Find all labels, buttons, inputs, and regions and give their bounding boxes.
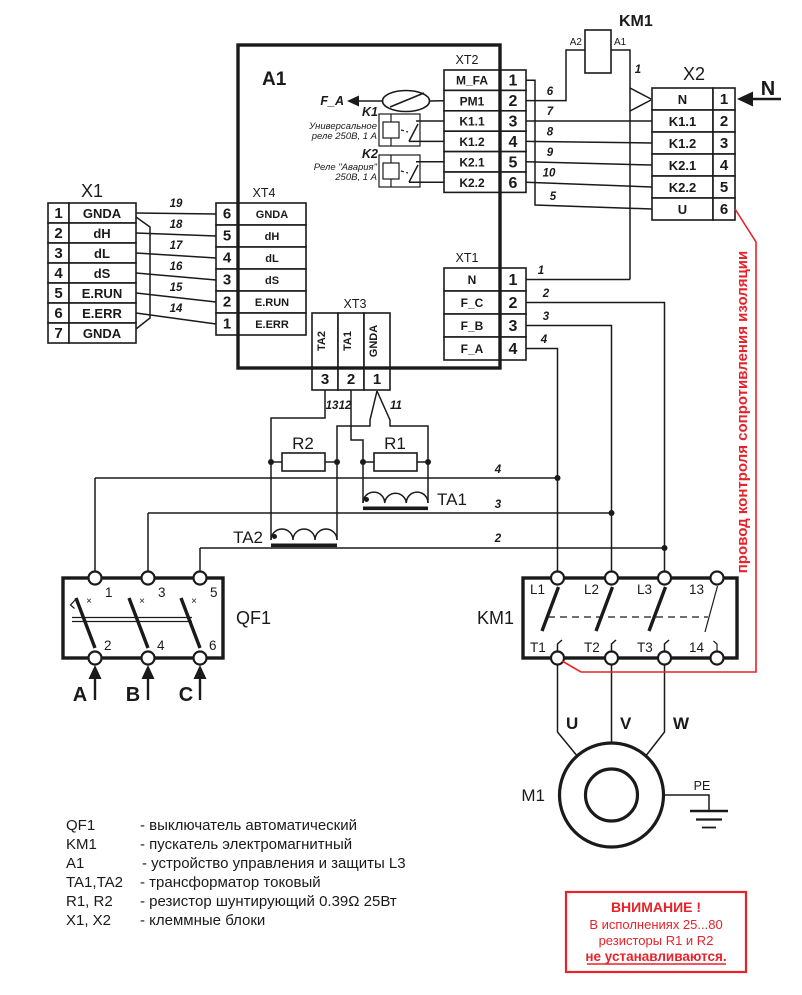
xt2-signal: K2.2: [459, 176, 485, 190]
xt4-pin: 3: [223, 272, 231, 289]
x2-pin: 1: [720, 91, 728, 108]
wire-number: 7: [547, 106, 554, 118]
pe-ground: [664, 795, 729, 828]
x1-signal: GNDA: [83, 206, 122, 221]
legend-term: X1, X2: [66, 912, 111, 929]
wire-number: 4: [540, 334, 548, 346]
r1-label: R1: [384, 434, 406, 453]
wire-number: 11: [390, 400, 402, 412]
xt4-title: XT4: [253, 186, 276, 200]
xt4-pin: 1: [223, 316, 231, 333]
xt4-signal: dL: [265, 253, 279, 265]
xt2-pin: 3: [509, 114, 518, 131]
x1-signal: dS: [94, 266, 111, 281]
xt4-pin: 6: [223, 206, 231, 223]
phase-a-label: A: [73, 684, 87, 706]
warning-title: ВНИМАНИЕ !: [611, 899, 701, 915]
wire-number: 2: [542, 288, 550, 300]
a1-label: A1: [262, 69, 287, 90]
xt4-signal: E.ERR: [255, 319, 289, 331]
xt4-pin: 5: [223, 228, 231, 245]
legend-desc: - клеммные блоки: [140, 912, 265, 929]
legend-desc: - пускатель электромагнитный: [140, 836, 352, 853]
xt4-signal: GNDA: [256, 209, 288, 221]
resistor-r2: [271, 453, 337, 471]
phase-lines: [95, 475, 668, 571]
km1-terminal: T3: [637, 640, 653, 655]
phase-c-label: C: [179, 684, 193, 706]
qf1-terminal: 3: [158, 585, 166, 600]
qf1-terminal: 2: [104, 638, 112, 653]
wire-number: 1: [635, 64, 641, 76]
wires-xt2-x2: [526, 50, 652, 280]
legend-desc: - резистор шунтирующий 0.39Ω 25Вт: [140, 893, 397, 910]
qf1-contact-cross: ×: [86, 596, 92, 607]
transformer-ta2: [271, 529, 337, 547]
xt2-pin: 1: [509, 73, 518, 90]
wire-number: 15: [170, 282, 183, 294]
x2-pin: 6: [720, 201, 728, 218]
wire-number: 1: [538, 265, 544, 277]
xt4-signal: dS: [265, 275, 279, 287]
k1-relay-symbol: [379, 114, 444, 146]
x2-signal: K2.1: [669, 158, 696, 173]
wire-number: 16: [170, 261, 183, 273]
k1-desc-2: реле 250В, 1 А: [311, 131, 377, 142]
wire-number: 3: [495, 499, 502, 511]
x1-pin: 5: [54, 285, 62, 302]
xt4-signal: dH: [265, 231, 280, 243]
qf1-breaker: [63, 572, 223, 701]
xt1-signal: F_A: [461, 342, 484, 356]
xt2-signal: M_FA: [456, 74, 488, 88]
output-v-label: V: [620, 714, 632, 733]
legend-term: QF1: [66, 817, 95, 834]
xt2-pin: 5: [509, 155, 518, 172]
insulation-note: провод контроля сопротивления изоляции: [734, 251, 751, 573]
xt4-signal: E.RUN: [255, 297, 289, 309]
x1-pin: 7: [54, 325, 62, 342]
wire-number: 6: [547, 86, 554, 98]
k2-name: K2: [362, 147, 378, 161]
k1-desc-1: Универсальное: [308, 121, 377, 132]
x2-signal: U: [678, 202, 687, 217]
x1-signal: GNDA: [83, 326, 122, 341]
x2-pin: 4: [720, 157, 729, 174]
wire-number: 17: [170, 240, 183, 252]
warning-line: резисторы R1 и R2: [599, 933, 714, 948]
fa-label: F_A: [320, 94, 344, 108]
x1-pin: 1: [54, 205, 62, 222]
qf1-label: QF1: [236, 608, 271, 628]
warning-line-emphasis: не устанавливаются.: [585, 949, 726, 964]
x1-signal: dL: [94, 246, 110, 261]
warning-line: В исполнениях 25...80: [589, 917, 722, 932]
xt2-pin: 6: [509, 175, 518, 192]
km1-label: KM1: [477, 608, 514, 628]
wire-number: 9: [547, 147, 554, 159]
x1-signal: E.ERR: [82, 306, 122, 321]
xt2-pin: 2: [509, 93, 518, 110]
xt1-signal: F_C: [461, 296, 484, 310]
x2-signal: K2.2: [669, 180, 696, 195]
phase-b-label: B: [126, 684, 140, 706]
km1-terminal: L3: [637, 582, 652, 597]
wire-number: 13: [326, 400, 339, 412]
xt3-signal: GNDA: [368, 325, 380, 357]
km1-coil-label: KM1: [619, 13, 653, 30]
xt3-signal: TA1: [342, 331, 354, 351]
qf1-terminal: 5: [210, 585, 218, 600]
xt1-pin: 2: [509, 295, 518, 312]
xt3-title: XT3: [344, 297, 367, 311]
km1-terminal: L1: [530, 582, 545, 597]
wire-number: 18: [170, 219, 183, 231]
wire-number: 12: [339, 400, 352, 412]
km1-contactor: [523, 572, 737, 665]
xt3-pin: 2: [347, 371, 355, 388]
n-input-label: N: [761, 78, 775, 100]
legend-desc: - трансформатор токовый: [140, 874, 321, 891]
x1-title: X1: [81, 181, 103, 201]
resistor-r1: [363, 453, 428, 471]
qf1-contact-cross: ×: [139, 596, 145, 607]
legend-term: A1: [66, 855, 84, 872]
wire-number: 5: [550, 191, 557, 203]
km1-terminal: T1: [530, 640, 546, 655]
output-w-label: W: [673, 714, 690, 733]
km1-terminal: 13: [689, 582, 704, 597]
xt2-pin: 4: [509, 134, 518, 151]
wires-xt1: [526, 280, 665, 572]
x2-signal: K1.1: [669, 114, 696, 129]
wire-number: 10: [543, 168, 556, 180]
legend-desc: - устройство управления и защиты L3: [142, 855, 406, 872]
legend-term: TA1,TA2: [66, 874, 123, 891]
x2-signal: N: [678, 92, 687, 107]
motor-label: M1: [521, 786, 545, 805]
qf1-contact-cross: ×: [191, 596, 197, 607]
k2-desc-2: 250В, 1 А: [334, 172, 377, 183]
xt2-signal: K1.2: [459, 135, 485, 149]
xt2-title: XT2: [456, 53, 479, 67]
k2-desc-1: Реле "Авария": [314, 162, 378, 173]
xt3-pin: 1: [373, 371, 381, 388]
motor-m1: [560, 743, 664, 847]
xt1-signal: N: [468, 273, 477, 287]
ta2-label: TA2: [233, 528, 263, 547]
xt4-pin: 2: [223, 294, 231, 311]
x1-pin: 3: [54, 245, 62, 262]
xt4-pin: 4: [223, 250, 232, 267]
k1-name: K1: [362, 105, 378, 119]
xt1-pin: 4: [509, 341, 518, 358]
x1-signal: E.RUN: [82, 286, 122, 301]
xt1-title: XT1: [456, 251, 479, 265]
wire-number: 4: [494, 464, 502, 476]
x1-pin: 4: [54, 265, 63, 282]
x1-signal: dH: [93, 226, 110, 241]
output-u-label: U: [566, 714, 578, 733]
km1-terminal: L2: [584, 582, 599, 597]
xt2-signal: K1.1: [459, 115, 485, 129]
xt2-signal: PM1: [460, 95, 485, 109]
legend-term: R1, R2: [66, 893, 113, 910]
xt2-signal: K2.1: [459, 156, 485, 170]
x2-signal: K1.2: [669, 136, 696, 151]
xt1-pin: 3: [509, 318, 518, 335]
xt1-pin: 1: [509, 272, 518, 289]
km1-terminal: T2: [584, 640, 600, 655]
wire-number: 8: [547, 127, 554, 139]
xt1-signal: F_B: [461, 319, 484, 333]
k2-relay-symbol: [379, 155, 444, 187]
x2-pin: 3: [720, 135, 728, 152]
transformer-ta1: [363, 492, 428, 510]
x2-pin: 2: [720, 113, 728, 130]
pe-label: PE: [694, 779, 711, 793]
legend-term: KM1: [66, 836, 97, 853]
x1-pin: 2: [54, 225, 62, 242]
km1-coil: [585, 30, 611, 73]
qf1-terminal: 4: [157, 638, 165, 653]
xt3-pin: 3: [321, 371, 329, 388]
km1-coil-a2: A2: [570, 37, 583, 48]
x1-pin: 6: [54, 305, 62, 322]
legend-desc: - выключатель автоматический: [140, 817, 357, 834]
wire-number: 14: [170, 303, 183, 315]
xt3-signal: TA2: [316, 331, 328, 351]
wire-number: 19: [170, 198, 183, 210]
r2-label: R2: [292, 434, 314, 453]
ta1-label: TA1: [437, 490, 467, 509]
km1-coil-a1: A1: [614, 37, 627, 48]
qf1-terminal: 6: [209, 638, 217, 653]
qf1-terminal: 1: [105, 585, 113, 600]
x2-title: X2: [683, 64, 705, 84]
x2-pin: 5: [720, 179, 728, 196]
km1-terminal: 14: [689, 640, 705, 655]
wire-number: 2: [494, 533, 502, 545]
wire-number: 3: [543, 311, 550, 323]
